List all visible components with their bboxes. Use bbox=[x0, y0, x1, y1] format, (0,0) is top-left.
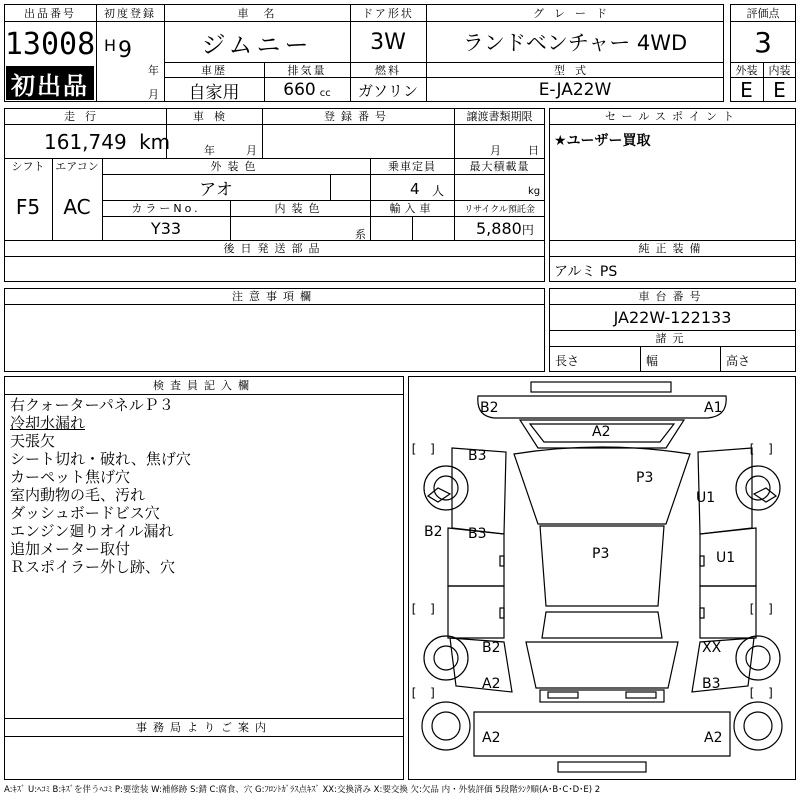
ext-color-label: 外装色 bbox=[210, 160, 262, 173]
displacement-unit: cc bbox=[319, 87, 331, 99]
damage-label-a2-bottom-left: A2 bbox=[482, 730, 501, 746]
year-unit: 年 bbox=[148, 64, 159, 77]
fuel-label: 燃料 bbox=[375, 63, 401, 77]
displacement-label: 排気量 bbox=[287, 63, 327, 77]
inspector-note-line: エンジン廻りオイル漏れ bbox=[10, 522, 174, 540]
month-unit: 月 bbox=[148, 88, 159, 101]
inspector-title: 検査員記入欄 bbox=[153, 379, 255, 392]
inspector-note-line: Ｒスポイラー外し跡、穴 bbox=[10, 558, 176, 576]
mileage-label: 走行 bbox=[64, 110, 106, 123]
door-value: 3W bbox=[370, 29, 406, 55]
transfer-doc-label: 譲渡書類期限 bbox=[466, 110, 533, 123]
transfer-day-unit: 日 bbox=[528, 144, 539, 157]
damage-label-a2-windshield: A2 bbox=[592, 424, 611, 440]
first-listing-badge: 初出品 bbox=[6, 66, 94, 100]
int-color-label: 内装色 bbox=[274, 202, 326, 215]
car-name: ジムニー bbox=[201, 30, 313, 59]
inspection-label: 車検 bbox=[193, 110, 235, 123]
history-value: 自家用 bbox=[188, 82, 240, 103]
score-value: 3 bbox=[754, 25, 772, 59]
inspector-note-line: カーペット焦げ穴 bbox=[10, 468, 131, 486]
shift-value: F5 bbox=[15, 195, 41, 219]
model-value: E-JA22W bbox=[538, 80, 612, 100]
recycle-number: 5,880 bbox=[476, 219, 522, 238]
damage-label-b2-left-rear: B2 bbox=[482, 640, 501, 656]
length-label: 長さ bbox=[555, 354, 580, 368]
damage-label-b3-right-low: B3 bbox=[702, 676, 721, 692]
ext-color-value: アオ bbox=[199, 179, 233, 200]
grade-label: グレード bbox=[533, 6, 617, 20]
inspection-month-unit: 月 bbox=[246, 144, 257, 157]
mileage-number: 161,749 bbox=[44, 130, 127, 154]
damage-label-p3-hood: P3 bbox=[636, 470, 654, 486]
recycle-value bbox=[476, 219, 534, 238]
color-no-value: Y33 bbox=[150, 219, 182, 238]
chassis-label: 車台番号 bbox=[638, 290, 707, 303]
damage-legend: A:ｷｽﾞ U:ﾍｺﾐ B:ｷｽﾞを伴うﾍｺﾐ P:要塗装 W:補修跡 S:錆 C:腐食、穴 G:ﾌﾛﾝﾄｶﾞﾗｽ点ｷｽﾞ XX:交換済み X:要交換 欠:欠品 内・外装評価 5段階ﾗﾝｸ順(A･B･C･D･E) 2 bbox=[4, 785, 601, 795]
damage-label-a1-top: A1 bbox=[704, 400, 723, 416]
bracket-right-1: [ ] bbox=[748, 442, 775, 456]
mileage-unit: km bbox=[139, 130, 171, 154]
bracket-right-2: [ ] bbox=[748, 602, 775, 616]
damage-label-u1-right-mid: U1 bbox=[716, 550, 736, 566]
history-label: 車歴 bbox=[201, 63, 227, 77]
first-reg-label: 初度登録 bbox=[104, 6, 156, 20]
height-label: 高さ bbox=[726, 354, 751, 368]
aircon-label: エアコン bbox=[55, 160, 99, 173]
recycle-unit: 円 bbox=[521, 223, 534, 237]
capacity-unit: 人 bbox=[432, 184, 445, 198]
car-name-label: 車 名 bbox=[237, 6, 277, 20]
bracket-left-3: [ ] bbox=[410, 686, 437, 700]
door-label: ドア形状 bbox=[362, 6, 414, 20]
damage-label-p3-roof: P3 bbox=[592, 546, 610, 562]
damage-label-xx-right-rear: XX bbox=[702, 640, 722, 656]
bracket-right-3: [ ] bbox=[748, 686, 775, 700]
damage-label-u1-right-front: U1 bbox=[696, 490, 716, 506]
lot-number: 13008 bbox=[4, 26, 96, 62]
office-label: 事務局よりご案内 bbox=[136, 721, 272, 734]
grade-value: ランドベンチャー 4WD bbox=[462, 31, 688, 55]
capacity-value: 4 bbox=[410, 180, 420, 198]
shift-label: シフト bbox=[11, 160, 45, 173]
inspector-note-line: 右クォーターパネルＰ３ bbox=[10, 396, 174, 414]
damage-label-b3-left-mid: B3 bbox=[468, 526, 487, 542]
bracket-left-2: [ ] bbox=[410, 602, 437, 616]
interior-grade-label: 内装 bbox=[768, 63, 791, 77]
first-reg-era: H bbox=[104, 36, 117, 55]
transfer-month-unit: 月 bbox=[490, 144, 501, 157]
genuine-equipment-value: アルミ PS bbox=[554, 264, 618, 280]
inspector-note-line: 室内動物の毛、汚れ bbox=[10, 486, 146, 504]
chassis-value: JA22W-122133 bbox=[613, 307, 732, 327]
displacement-number: 660 bbox=[283, 80, 316, 100]
damage-label-a2-left-low: A2 bbox=[482, 676, 501, 692]
dims-label: 諸元 bbox=[655, 332, 690, 345]
damage-label-b2-left: B2 bbox=[424, 524, 443, 540]
later-parts-label: 後日発送部品 bbox=[223, 242, 326, 255]
bracket-left-1: [ ] bbox=[410, 442, 437, 456]
genuine-equipment-label: 純正装備 bbox=[638, 242, 707, 255]
displacement-value bbox=[264, 78, 350, 102]
inspector-note-line: 天張欠 bbox=[10, 432, 56, 450]
lot-number-label: 出品番号 bbox=[24, 6, 76, 20]
damage-label-b2-top: B2 bbox=[480, 400, 499, 416]
capacity-label: 乗車定員 bbox=[388, 160, 436, 173]
inspector-note-line: シート切れ・破れ、焦げ穴 bbox=[10, 450, 191, 468]
caution-label: 注意事項欄 bbox=[232, 290, 317, 303]
int-color-unit: 系 bbox=[355, 228, 366, 241]
model-label: 型式 bbox=[554, 63, 596, 77]
recycle-label: リサイクル預託金 bbox=[464, 204, 535, 215]
import-label: 輸入車 bbox=[389, 202, 435, 215]
damage-label-b3-left-front: B3 bbox=[468, 448, 487, 464]
inspector-note-line: 追加メーター取付 bbox=[10, 540, 131, 558]
reg-number-label: 登録番号 bbox=[324, 110, 392, 123]
max-load-label: 最大積載量 bbox=[469, 160, 530, 173]
sales-point-label: セールスポイント bbox=[604, 110, 740, 123]
max-load-unit: kg bbox=[528, 186, 541, 197]
inspection-year-unit: 年 bbox=[204, 144, 215, 157]
interior-grade: E bbox=[773, 78, 786, 102]
inspector-note-line: 冷却水漏れ bbox=[10, 414, 86, 432]
color-no-label: カラーNo. bbox=[131, 202, 201, 215]
aircon-value: AC bbox=[63, 195, 91, 219]
exterior-grade-label: 外装 bbox=[735, 63, 758, 77]
exterior-grade: E bbox=[740, 78, 753, 102]
inspector-note-line: ダッシュボードビス穴 bbox=[10, 504, 160, 522]
width-label: 幅 bbox=[646, 354, 659, 368]
sales-point-text: ★ユーザー買取 bbox=[554, 133, 651, 149]
damage-label-a2-bottom-right: A2 bbox=[704, 730, 723, 746]
mileage-value bbox=[44, 130, 170, 154]
score-label: 評価点 bbox=[746, 6, 780, 20]
fuel-value: ガソリン bbox=[357, 81, 418, 100]
first-reg-year: 9 bbox=[118, 38, 132, 63]
